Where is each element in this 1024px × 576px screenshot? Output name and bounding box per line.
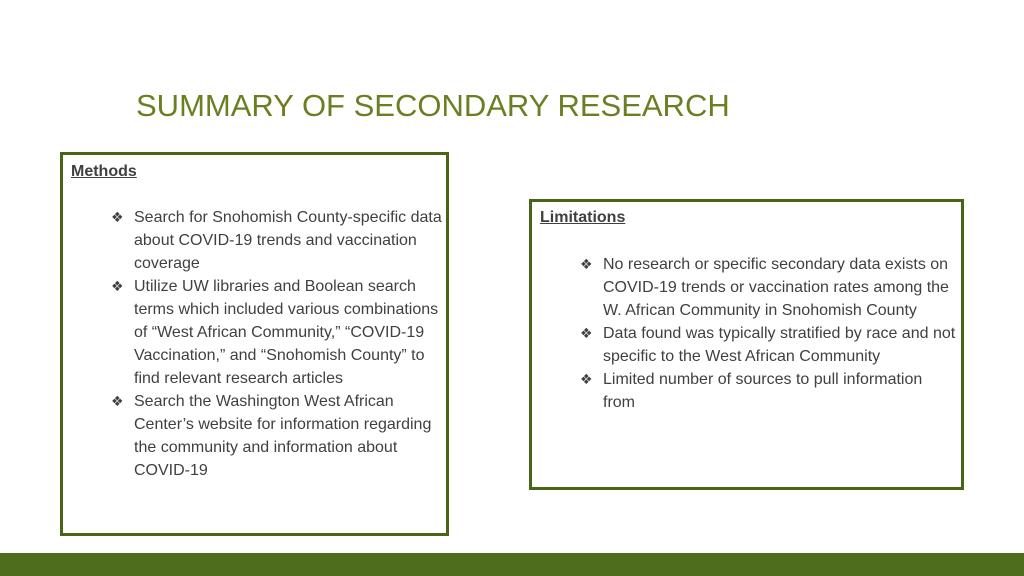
methods-list: [109, 206, 445, 482]
list-item-text: Limited number of sources to pull information from: [603, 371, 923, 411]
diamond-bullet-icon: ❖: [111, 393, 124, 409]
diamond-bullet-icon: ❖: [580, 325, 593, 341]
list-item: [109, 275, 445, 390]
list-item-text: Search for Snohomish County-specific data about COVID-19 trends and vaccination coverage: [134, 209, 442, 272]
list-item-text: Data found was typically stratified by race and not specific to the West African Community: [603, 325, 956, 365]
diamond-bullet-icon: ❖: [111, 209, 124, 225]
list-item: [109, 206, 445, 275]
list-item-text: Utilize UW libraries and Boolean search terms which included various combinations of “West African Community,” “COVID-19 Vaccination,” and “Snohomish County” to find relevant research articles: [134, 278, 439, 387]
footer-bar: [0, 553, 1024, 576]
diamond-bullet-icon: ❖: [580, 256, 593, 272]
list-item: [578, 368, 958, 414]
limitations-heading: Limitations: [540, 209, 626, 226]
list-item-text: Search the Washington West African Center’s website for information regarding the community and information about COVID-19: [134, 393, 432, 479]
methods-heading: Methods: [71, 163, 137, 180]
slide-title: SUMMARY OF SECONDARY RESEARCH: [136, 88, 730, 123]
list-item-text: No research or specific secondary data exists on COVID-19 trends or vaccination rates among the W. African Community in Snohomish County: [603, 256, 949, 319]
list-item: [578, 253, 958, 322]
methods-box: [60, 152, 449, 536]
list-item: [578, 322, 958, 368]
list-item: [109, 390, 445, 482]
diamond-bullet-icon: ❖: [111, 278, 124, 294]
limitations-list: [578, 253, 958, 414]
limitations-box: [529, 199, 964, 490]
diamond-bullet-icon: ❖: [580, 371, 593, 387]
